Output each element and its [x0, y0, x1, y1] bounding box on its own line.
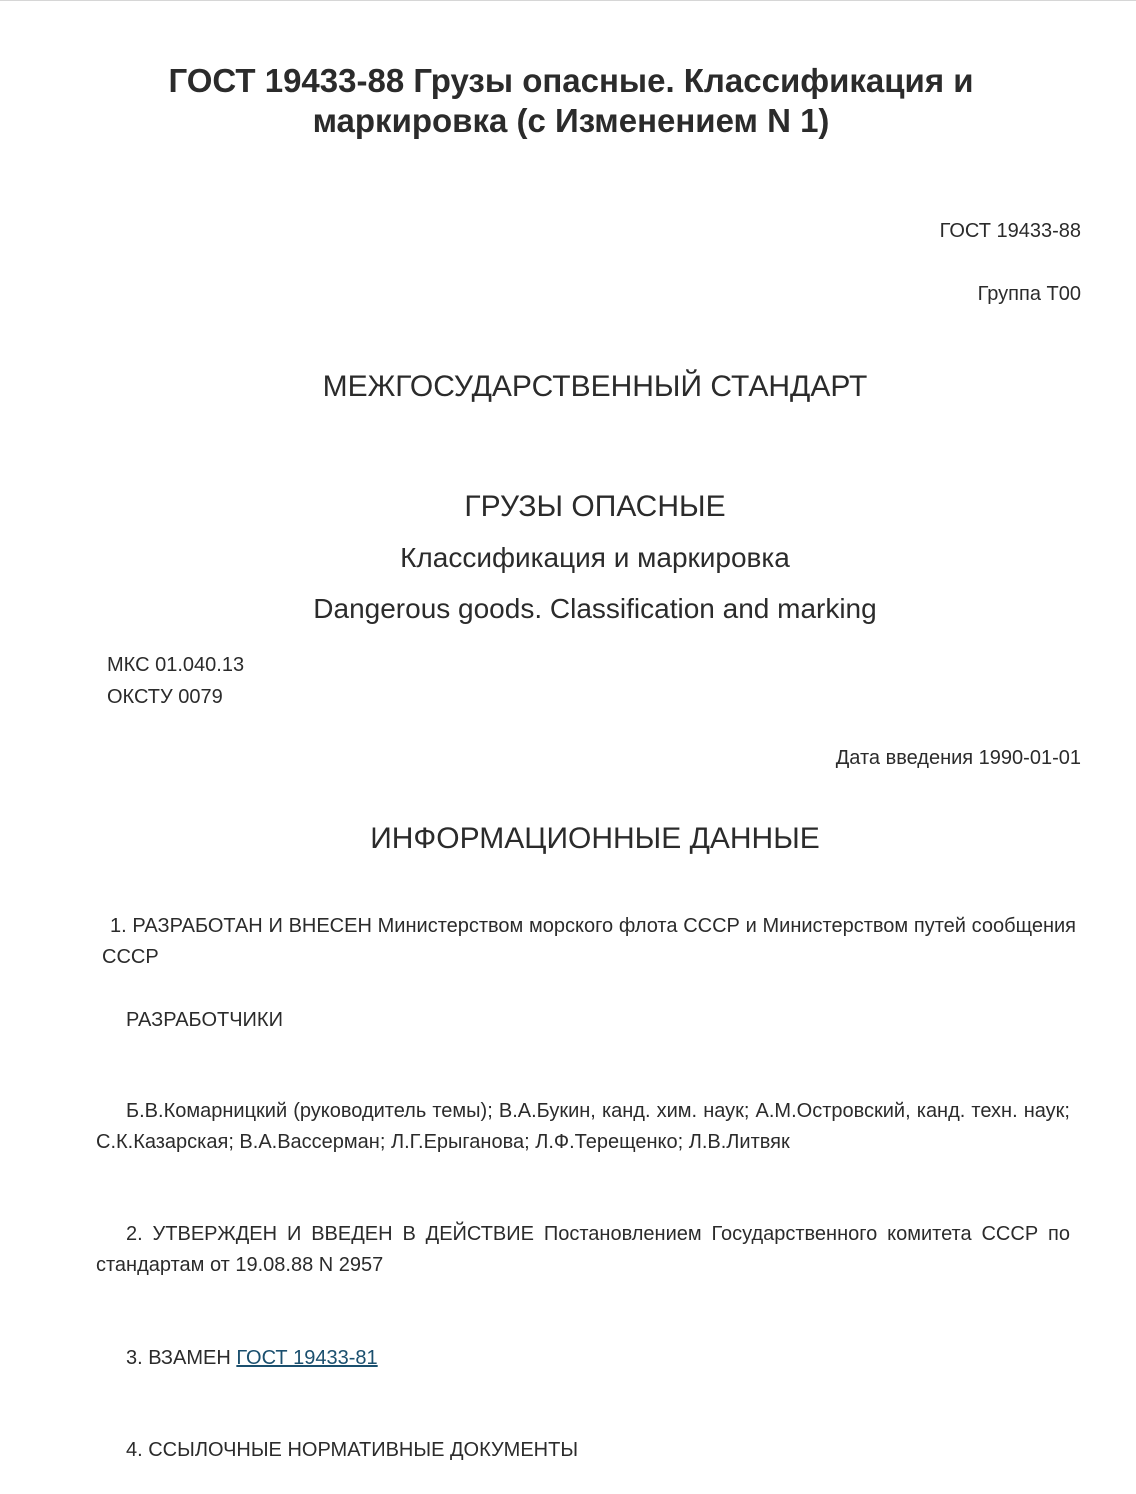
item-references: 4. ССЫЛОЧНЫЕ НОРМАТИВНЫЕ ДОКУМЕНТЫ — [126, 1439, 579, 1461]
gost-19433-81-link[interactable]: ГОСТ 19433-81 — [236, 1347, 378, 1369]
developers-list: Б.В.Комарницкий (руководитель темы); В.А.Букин, канд. хим. наук; А.М.Островский, канд. техн. наук; С.К.Казарская; В.А.Вассерман; Л.Г.Ерыганова; Л.Ф.Терещенко; Л.В.Литвяк — [96, 1100, 1070, 1153]
gost-number: ГОСТ 19433-88 — [939, 220, 1081, 242]
introduction-date: Дата введения 1990-01-01 — [835, 747, 1081, 769]
item-developed: 1. РАЗРАБОТАН И ВНЕСЕН Министерством морского флота СССР и Министерством путей сообщения СССР — [102, 915, 1076, 968]
document-page — [0, 1, 1136, 1494]
group-code: Группа Т00 — [977, 283, 1081, 305]
mks-code: МКС 01.040.13 — [107, 654, 245, 676]
item-replaced-label: 3. ВЗАМЕН — [126, 1347, 237, 1369]
document-subtitle-ru: Классификация и маркировка — [400, 542, 790, 573]
item-replaced — [126, 1346, 378, 1370]
standard-type-heading: МЕЖГОСУДАРСТВЕННЫЙ СТАНДАРТ — [322, 370, 868, 403]
document-subtitle-en: Dangerous goods. Classification and marking — [313, 593, 877, 624]
developers-heading: РАЗРАБОТЧИКИ — [126, 1009, 283, 1031]
page-title: ГОСТ 19433-88 Грузы опасные. Классификация и маркировка (с Изменением N 1) — [168, 62, 974, 139]
okstu-code: ОКСТУ 0079 — [107, 686, 223, 708]
item-approved: 2. УТВЕРЖДЕН И ВВЕДЕН В ДЕЙСТВИЕ Постановлением Государственного комитета СССР по стандартам от 19.08.88 N 2957 — [96, 1223, 1070, 1276]
info-heading: ИНФОРМАЦИОННЫЕ ДАННЫЕ — [370, 822, 820, 855]
document-name: ГРУЗЫ ОПАСНЫЕ — [464, 490, 726, 523]
